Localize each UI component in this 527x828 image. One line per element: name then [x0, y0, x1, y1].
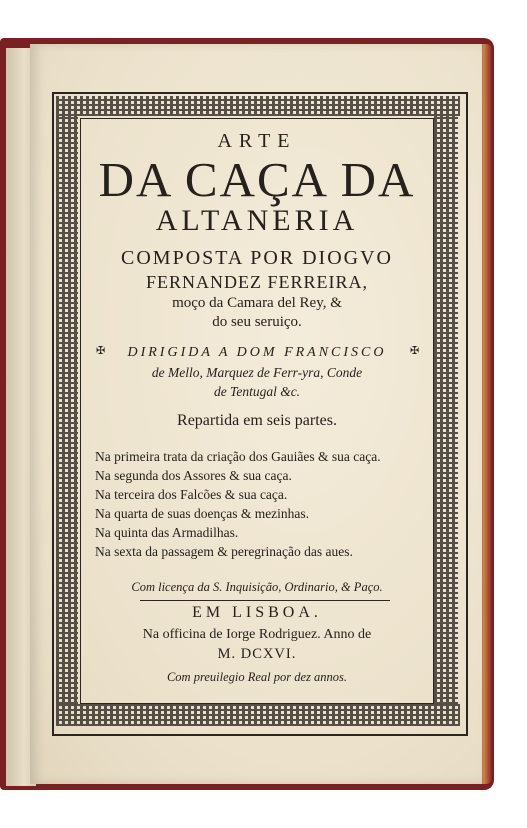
- dedication-line-3: de Tentugal &c.: [213, 384, 301, 399]
- ornamental-band-bottom: [56, 704, 460, 726]
- fleuron-left-icon: ✠: [96, 345, 106, 357]
- part-line: Na quinta das Armadilhas.: [95, 525, 239, 540]
- ornamental-band-top: [56, 96, 460, 116]
- part-line: Na segunda dos Assores & sua caça.: [95, 468, 292, 483]
- title-altaneria: ALTANERIA: [155, 204, 359, 237]
- license-line: Com licença da S. Inquisição, Ordinario, & Paço.: [131, 580, 383, 594]
- part-line: Na terceira dos Falcões & sua caça.: [95, 487, 288, 502]
- ornamental-band-left: [56, 116, 78, 704]
- author-line-composta: COMPOSTA POR DIOGVO: [121, 247, 393, 269]
- dedication-line-2: de Mello, Marquez de Ferr-yra, Conde: [151, 365, 363, 380]
- privilege-line: Com preuilegio Real por dez annos.: [166, 670, 348, 684]
- dedication-line: DIRIGIDA A DOM FRANCISCO: [127, 345, 387, 360]
- imprint-printer: Na officina de Iorge Rodriguez. Anno de: [142, 627, 372, 642]
- part-line: Na primeira trata da criação dos Gauiães & sua caça.: [95, 449, 381, 464]
- title-arte: ARTE: [217, 130, 297, 152]
- parts-heading: Repartida em seis partes.: [177, 412, 337, 429]
- divider-rule: [140, 600, 390, 601]
- title-da-caca-da: DA CAÇA DA: [98, 152, 416, 207]
- author-role-line-2: do seu seruiço.: [212, 314, 302, 330]
- author-line-fernandez: FERNANDEZ FERREIRA,: [145, 272, 368, 292]
- imprint-place: EM LISBOA.: [192, 604, 322, 621]
- fleuron-right-icon: ✠: [410, 345, 420, 357]
- author-role-line: moço da Camara del Rey, &: [172, 295, 342, 311]
- ornamental-band-right: [434, 116, 458, 704]
- part-line: Na sexta da passagem & peregrinação das aues.: [95, 544, 353, 559]
- imprint-year: M. DCXVI.: [217, 646, 297, 662]
- part-line: Na quarta de suas doenças & mezinhas.: [95, 506, 310, 521]
